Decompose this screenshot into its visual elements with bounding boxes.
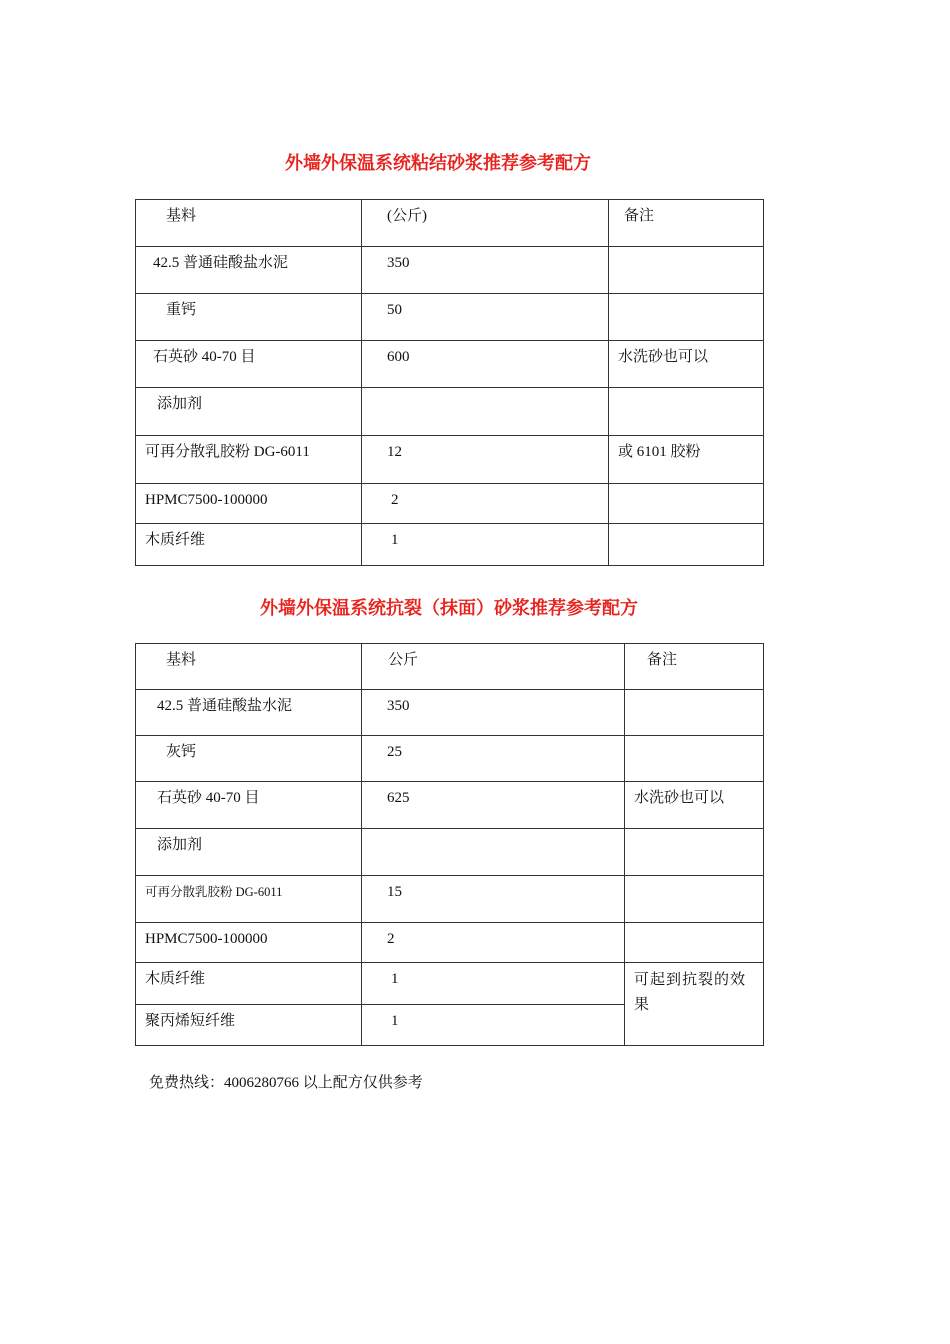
header-cell: 公斤 [362, 644, 625, 690]
quantity-cell: 25 [362, 736, 625, 782]
quantity-cell: 1 [362, 1005, 625, 1046]
crack-resistant-mortar-table [135, 643, 764, 1046]
table-row [136, 436, 764, 484]
table-row [136, 923, 764, 963]
material-cell: 可再分散乳胶粉 DG-6011 [136, 436, 362, 484]
quantity-cell: 350 [362, 247, 609, 294]
header-cell: 备注 [609, 200, 764, 247]
table-header-row [136, 200, 764, 247]
quantity-cell: 2 [362, 484, 609, 524]
quantity-cell [362, 388, 609, 436]
note-cell [609, 247, 764, 294]
note-cell [609, 484, 764, 524]
section2-title: 外墙外保温系统抗裂（抹面）砂浆推荐参考配方 [260, 598, 638, 619]
header-cell: 基料 [136, 200, 362, 247]
quantity-cell: 2 [362, 923, 625, 963]
material-cell: 木质纤维 [136, 524, 362, 566]
material-cell: 添加剂 [136, 829, 362, 876]
note-cell: 水洗砂也可以 [609, 341, 764, 388]
table-row [136, 294, 764, 341]
quantity-cell: 625 [362, 782, 625, 829]
note-cell: 水洗砂也可以 [625, 782, 764, 829]
material-cell: 42.5 普通硅酸盐水泥 [136, 247, 362, 294]
footer-note: 免费热线：4006280766 以上配方仅供参考 [149, 1075, 423, 1091]
quantity-cell: 15 [362, 876, 625, 923]
note-cell [625, 829, 764, 876]
material-cell: 42.5 普通硅酸盐水泥 [136, 690, 362, 736]
note-cell [609, 294, 764, 341]
note-cell [609, 524, 764, 566]
quantity-cell [362, 829, 625, 876]
note-cell: 可起到抗裂的效果 [625, 963, 764, 1046]
material-cell: 聚丙烯短纤维 [136, 1005, 362, 1046]
quantity-cell: 350 [362, 690, 625, 736]
material-cell: 重钙 [136, 294, 362, 341]
material-cell: HPMC7500-100000 [136, 484, 362, 524]
note-cell [625, 736, 764, 782]
quantity-cell: 1 [362, 524, 609, 566]
table-row [136, 247, 764, 294]
adhesive-mortar-table [135, 199, 764, 566]
header-cell: (公斤) [362, 200, 609, 247]
quantity-cell: 12 [362, 436, 609, 484]
material-cell: 石英砂 40-70 目 [136, 782, 362, 829]
table-row [136, 388, 764, 436]
table-row [136, 524, 764, 566]
table-row [136, 484, 764, 524]
material-cell: 灰钙 [136, 736, 362, 782]
quantity-cell: 600 [362, 341, 609, 388]
table-row [136, 690, 764, 736]
material-cell: 木质纤维 [136, 963, 362, 1005]
table-row [136, 736, 764, 782]
table-row [136, 782, 764, 829]
quantity-cell: 1 [362, 963, 625, 1005]
header-cell: 基料 [136, 644, 362, 690]
note-cell: 或 6101 胶粉 [609, 436, 764, 484]
material-cell: 添加剂 [136, 388, 362, 436]
table-row [136, 341, 764, 388]
note-cell [625, 876, 764, 923]
table-row [136, 829, 764, 876]
note-cell [609, 388, 764, 436]
section1-title: 外墙外保温系统粘结砂浆推荐参考配方 [285, 153, 591, 174]
table-row [136, 876, 764, 923]
table-header-row [136, 644, 764, 690]
material-cell: 可再分散乳胶粉 DG-6011 [136, 876, 362, 923]
note-cell [625, 690, 764, 736]
quantity-cell: 50 [362, 294, 609, 341]
material-cell: HPMC7500-100000 [136, 923, 362, 963]
header-cell: 备注 [625, 644, 764, 690]
note-cell [625, 923, 764, 963]
material-cell: 石英砂 40-70 目 [136, 341, 362, 388]
table-row [136, 963, 764, 1005]
